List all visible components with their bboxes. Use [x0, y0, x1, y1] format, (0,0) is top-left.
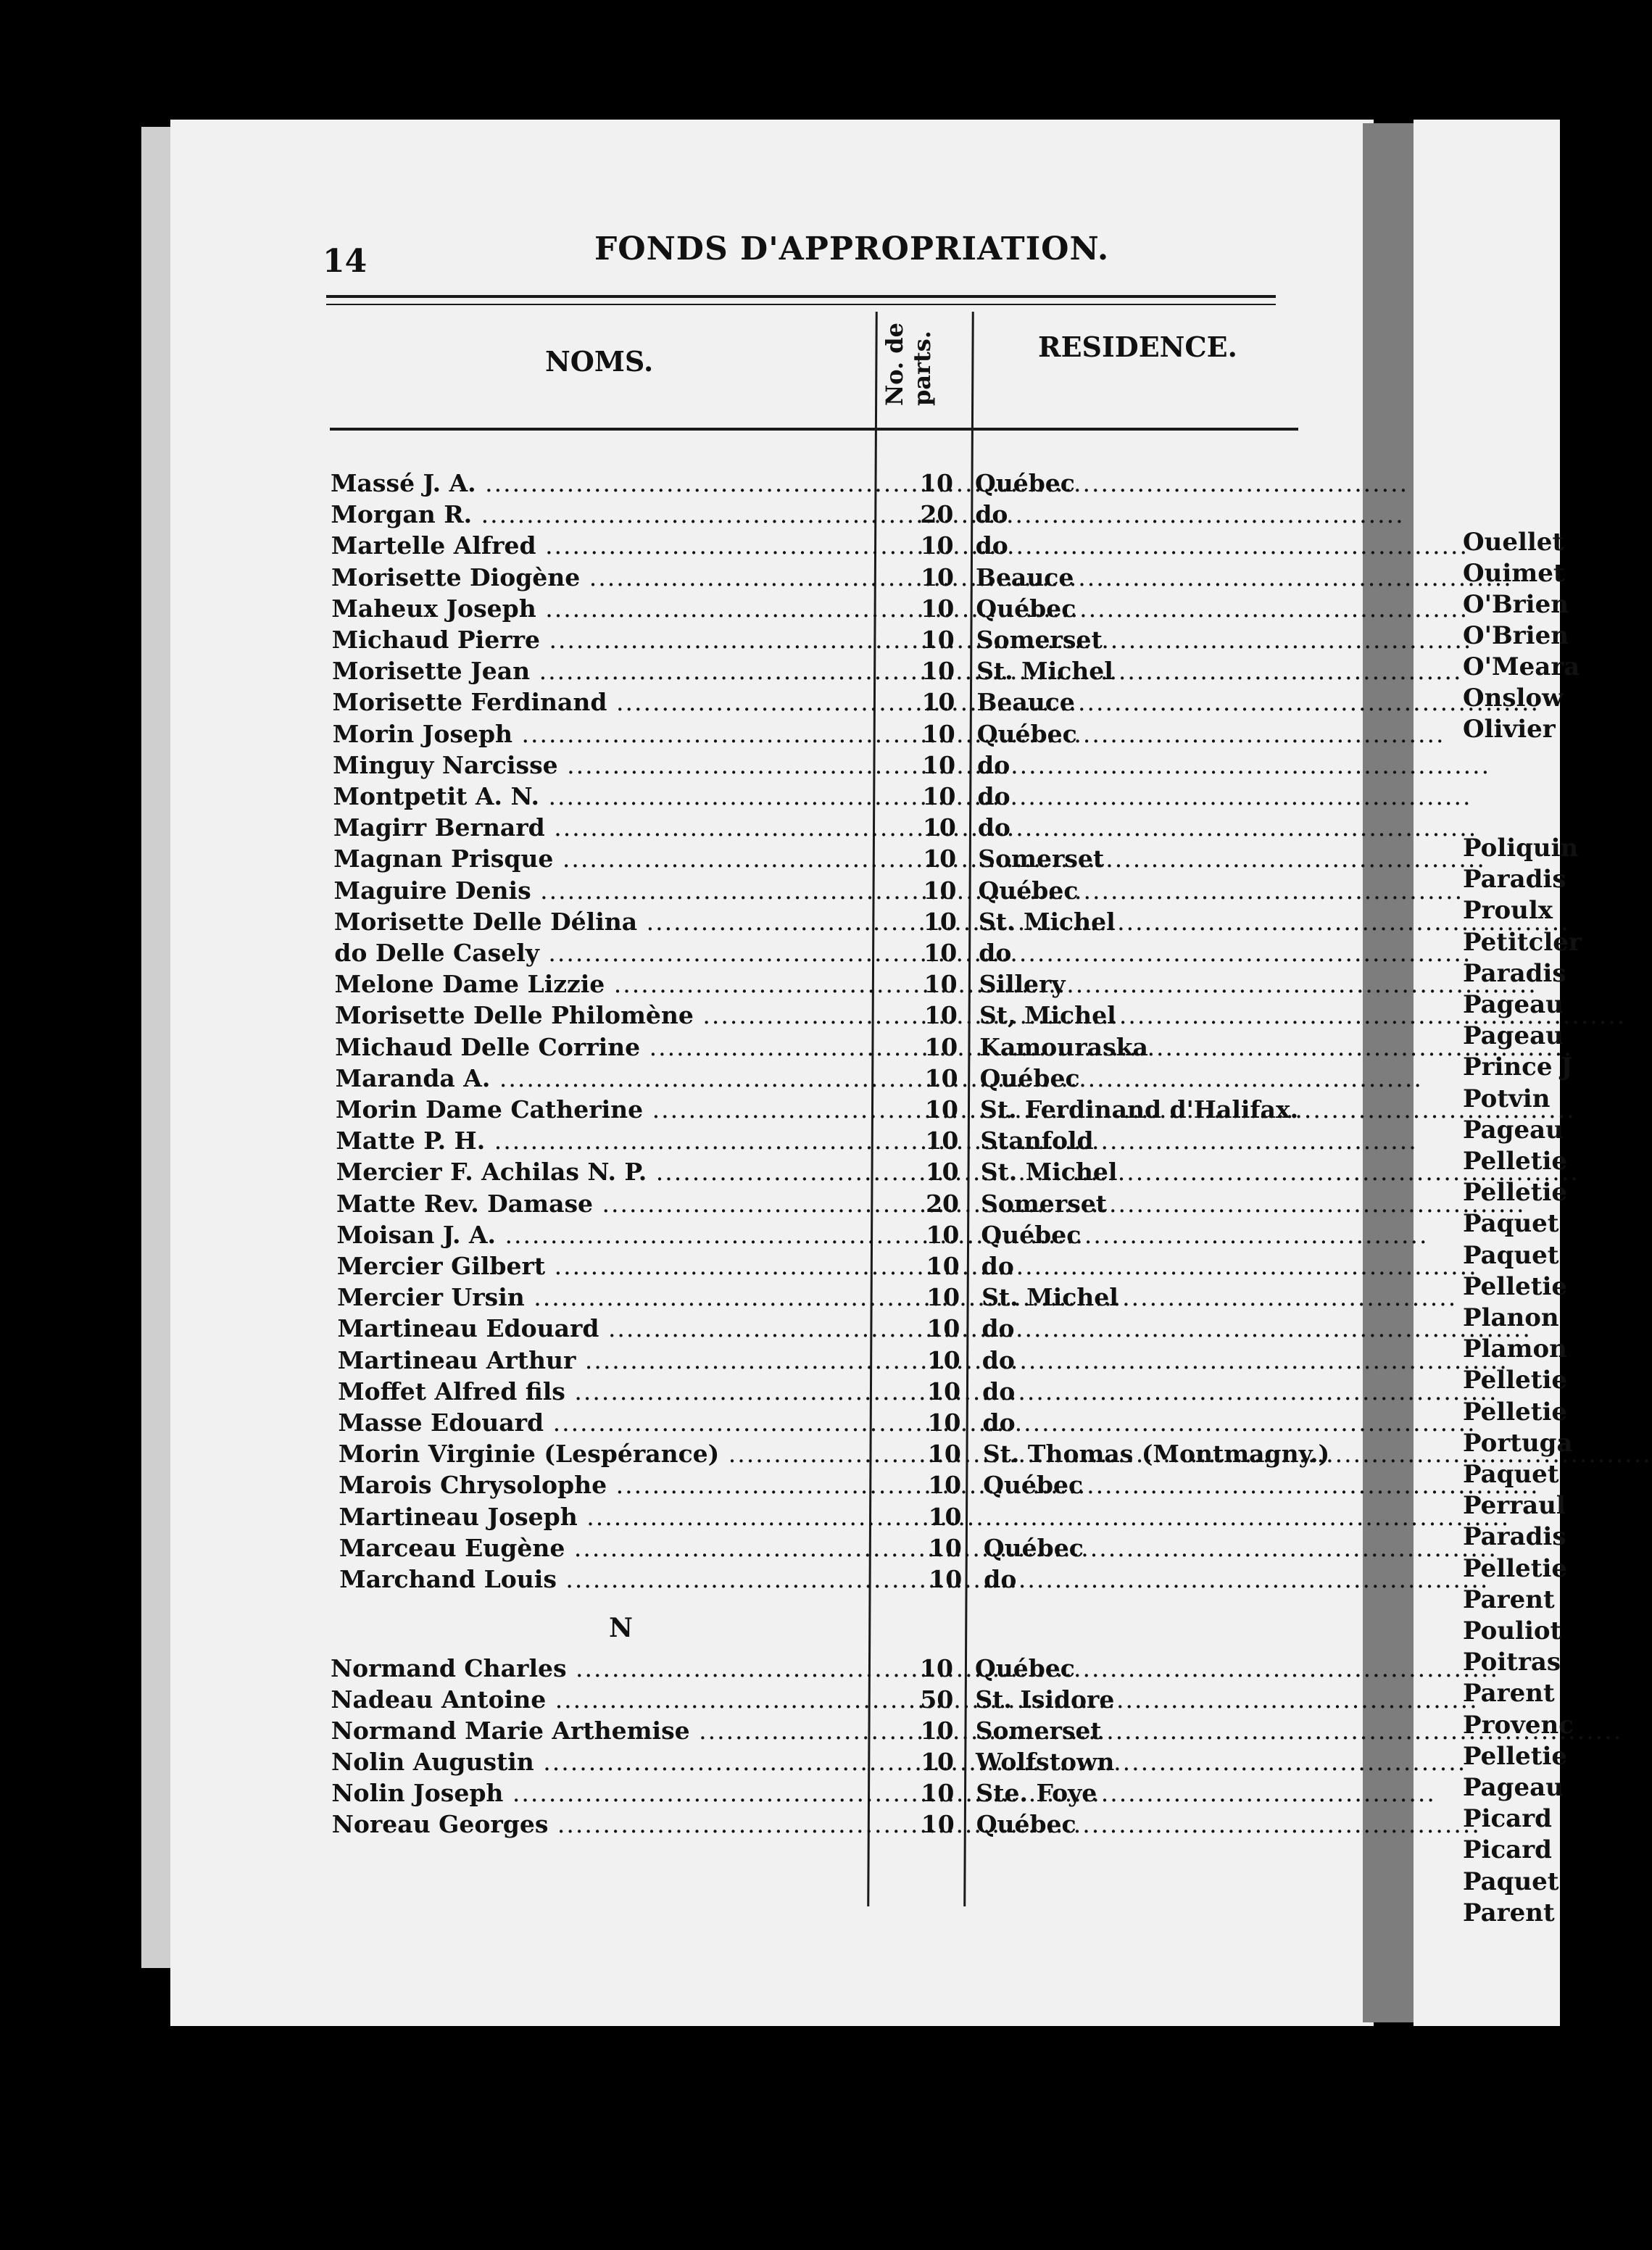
row-residence: do [975, 500, 1008, 529]
row-name: Morgan R. ..... [331, 502, 867, 526]
right-page-name: Ouellet [1463, 528, 1564, 557]
right-page-name: Pelletie [1463, 1366, 1568, 1395]
row-name: Morisette Jean ..... [332, 659, 868, 683]
row-parts: 10 [921, 719, 955, 748]
row-residence: Québec [983, 1533, 1084, 1562]
row-name: Morisette Ferdinand ..... [332, 690, 868, 714]
right-page-name: Olivier [1463, 715, 1556, 744]
row-parts: 20 [920, 500, 954, 529]
right-page-name: Poliquin [1463, 834, 1579, 863]
row-name: Morisette Diogène ..... [331, 565, 868, 589]
row-residence: Kamouraska [979, 1032, 1148, 1061]
row-residence: St, Michel [979, 1001, 1116, 1030]
row-name: Maranda A. ..... [336, 1066, 872, 1090]
right-page-name: Parent [1463, 1898, 1555, 1927]
row-residence: do [982, 1377, 1016, 1406]
row-residence: do [975, 531, 1008, 560]
row-name: Normand Charles ..... [331, 1656, 867, 1680]
row-residence: Somerset [976, 626, 1103, 654]
row-parts: 10 [922, 782, 956, 810]
row-name: Michaud Pierre ..... [332, 628, 868, 652]
row-parts: 10 [921, 594, 955, 623]
row-name: Martineau Edouard ..... [337, 1316, 873, 1340]
row-residence: Québec [976, 594, 1076, 623]
row-residence: St. Michel [981, 1283, 1118, 1312]
section-n-label: N [609, 1613, 633, 1643]
header-names: NOMS. [545, 345, 654, 378]
right-page-name: Pelletie [1463, 1397, 1568, 1427]
row-parts: 10 [924, 1063, 958, 1092]
right-page-name: Paquet [1463, 1209, 1559, 1239]
row-name: Magnan Prisque ..... [333, 847, 870, 871]
row-parts: 10 [927, 1440, 961, 1469]
row-name: Moisan J. A. ..... [336, 1223, 873, 1247]
row-name: Melone Dame Lizzie ..... [335, 972, 871, 996]
row-residence: do [979, 939, 1012, 967]
row-name: Morin Joseph ..... [333, 722, 869, 746]
row-name: Morin Virginie (Lespérance) ..... [339, 1442, 875, 1466]
row-name: Marceau Eugène ..... [339, 1536, 876, 1560]
right-page-name: Provenc [1463, 1710, 1574, 1740]
right-page-name: Paquet [1463, 1867, 1559, 1896]
row-name: Marois Chrysolophe ..... [339, 1473, 875, 1497]
row-residence: do [981, 1314, 1015, 1343]
row-parts: 10 [927, 1377, 961, 1406]
right-page-name: Pelletie [1463, 1178, 1568, 1208]
row-name: Noreau Georges ..... [332, 1812, 868, 1836]
row-parts: 10 [920, 1654, 953, 1682]
row-name: Mercier Gilbert ..... [337, 1254, 873, 1278]
header-parts: No. de parts. [881, 322, 936, 406]
right-page-name: Perraul [1463, 1491, 1566, 1521]
row-parts: 10 [921, 1810, 955, 1838]
right-page-name: Pelletie [1463, 1741, 1568, 1771]
row-parts: 10 [926, 1314, 960, 1343]
row-parts: 10 [925, 1095, 958, 1124]
right-page-name: Pageau [1463, 1773, 1564, 1802]
row-parts: 20 [926, 1189, 960, 1218]
row-name: Magirr Bernard ..... [333, 815, 870, 839]
row-residence: Québec [975, 469, 1075, 497]
row-parts: 10 [926, 1252, 960, 1280]
right-page-name: Parent [1463, 1679, 1555, 1709]
row-residence: Québec [983, 1471, 1084, 1500]
row-parts: 10 [927, 1408, 961, 1437]
row-name: Martelle Alfred ..... [331, 534, 868, 557]
row-parts: 10 [923, 876, 957, 905]
row-name: Mercier Ursin ..... [337, 1285, 873, 1309]
row-residence: Beauce [976, 562, 1074, 591]
right-page-name: Parent [1463, 1585, 1555, 1614]
row-parts: 10 [925, 1126, 959, 1155]
row-parts: 10 [926, 1345, 960, 1374]
row-residence: Beauce [976, 688, 1075, 717]
row-parts: 10 [921, 626, 955, 654]
top-rule-thin [326, 304, 1276, 305]
right-page-name: Plamon [1463, 1334, 1567, 1364]
right-page-name: Onslow [1463, 684, 1564, 713]
row-residence: Québec [978, 876, 1079, 905]
row-name: Marchand Louis ..... [339, 1567, 876, 1591]
row-parts: 10 [929, 1565, 963, 1593]
row-residence: Somerset [978, 844, 1105, 873]
row-parts: 10 [920, 531, 954, 560]
row-name: Mercier F. Achilas N. P. ..... [336, 1160, 873, 1184]
right-page-name: O'Brien [1463, 621, 1569, 650]
row-name: Nadeau Antoine ..... [331, 1688, 867, 1711]
row-parts: 10 [926, 1283, 960, 1312]
row-parts: 10 [920, 1716, 954, 1745]
row-name: Morisette Delle Délina ..... [334, 910, 871, 934]
right-page-name: Ouimet [1463, 559, 1565, 588]
page-number: 14 [323, 243, 368, 280]
row-name: Martineau Arthur ..... [338, 1348, 874, 1372]
row-parts: 10 [926, 1220, 960, 1249]
page-title: FONDS D'APPROPRIATION. [594, 231, 1110, 267]
row-residence: do [982, 1408, 1016, 1437]
right-page-name: Pelletie [1463, 1271, 1568, 1301]
row-parts: 10 [923, 907, 957, 936]
right-page-name: Picard [1463, 1835, 1552, 1865]
right-page-name: Petitcler [1463, 927, 1582, 957]
right-page-name: Paquet [1463, 1240, 1559, 1270]
header-rule [330, 428, 1298, 431]
right-page-name: Pageau [1463, 1115, 1564, 1145]
row-name: Minguy Narcisse ..... [333, 753, 869, 777]
row-residence: Wolfstown [976, 1748, 1115, 1776]
row-name: Maguire Denis ..... [334, 879, 871, 902]
row-name: Masse Edouard ..... [339, 1411, 875, 1435]
right-page-name: O'Brien [1463, 590, 1569, 619]
row-residence: do [984, 1565, 1017, 1593]
header-residence: RESIDENCE. [1038, 331, 1237, 363]
row-residence: Québec [975, 1654, 1075, 1682]
row-residence: do [977, 750, 1010, 779]
row-parts: 10 [928, 1502, 962, 1531]
row-residence: do [977, 782, 1010, 810]
row-name: Matte P. H. ..... [336, 1129, 872, 1153]
right-page-name: O'Meara [1463, 652, 1580, 681]
row-residence: Québec [976, 719, 1077, 748]
row-parts: 10 [920, 469, 953, 497]
row-residence: St. Isidore [975, 1685, 1115, 1714]
row-parts: 10 [928, 1471, 962, 1500]
row-name: Nolin Joseph ..... [331, 1781, 868, 1805]
row-parts: 10 [928, 1533, 962, 1562]
right-page-name: Pageau [1463, 990, 1564, 1019]
row-name: Morin Dame Catherine ..... [336, 1097, 872, 1121]
right-page-name: Paradis [1463, 1522, 1566, 1552]
row-residence: Somerset [981, 1189, 1108, 1218]
row-parts: 10 [925, 1158, 959, 1187]
right-page-name: Prince J [1463, 1053, 1573, 1082]
row-parts: 10 [923, 939, 958, 967]
row-parts: 10 [922, 750, 956, 779]
row-residence: do [981, 1252, 1014, 1280]
right-page-name: Paradis [1463, 865, 1566, 894]
right-page-name: Pouliot [1463, 1616, 1562, 1645]
row-residence: Ste. Foye [976, 1779, 1097, 1807]
right-page-name: Poitras [1463, 1648, 1561, 1677]
row-residence: do [981, 1345, 1015, 1374]
row-parts: 10 [921, 562, 955, 591]
row-residence: St. Michel [976, 657, 1113, 686]
right-page-name: Paradis [1463, 958, 1566, 988]
row-parts: 10 [924, 1032, 958, 1061]
right-page-name: Pageau [1463, 1021, 1564, 1051]
right-page-name: Planon [1463, 1303, 1559, 1332]
row-name: Moffet Alfred fils ..... [338, 1379, 874, 1403]
row-name: Matte Rev. Damase ..... [336, 1192, 873, 1216]
row-parts: 10 [923, 844, 957, 873]
row-name: Maheux Joseph ..... [331, 597, 868, 620]
row-name: do Delle Casely ..... [334, 941, 871, 965]
row-name: Normand Marie Arthemise ..... [331, 1719, 868, 1743]
row-parts: 10 [923, 970, 958, 999]
row-residence: Sillery [979, 970, 1066, 999]
row-residence: St. Michel [978, 907, 1116, 936]
right-page-name: Paquet [1463, 1460, 1559, 1489]
right-page-name: Pelletie [1463, 1553, 1568, 1583]
row-parts: 10 [923, 1001, 958, 1030]
row-residence: do [977, 813, 1010, 842]
row-name: Massé J. A. ..... [331, 471, 867, 495]
row-parts: 10 [922, 813, 956, 842]
right-page-name: Portuga [1463, 1428, 1573, 1458]
row-parts: 50 [920, 1685, 954, 1714]
row-name: Martineau Joseph ..... [339, 1505, 876, 1529]
row-residence: Stanfold [980, 1126, 1094, 1155]
right-page-name: Potvin [1463, 1084, 1551, 1113]
row-residence: St. Michel [980, 1158, 1118, 1187]
row-residence: Québec [979, 1063, 1080, 1092]
row-parts: 10 [921, 1748, 955, 1776]
top-rule [326, 295, 1276, 298]
row-parts: 10 [921, 1779, 955, 1807]
row-residence: Québec [976, 1810, 1076, 1838]
row-parts: 10 [921, 657, 955, 686]
right-page-name: Pelletie [1463, 1147, 1568, 1176]
row-residence: Québec [981, 1220, 1082, 1249]
row-residence: Somerset [975, 1716, 1102, 1745]
row-name: Nolin Augustin ..... [331, 1750, 868, 1774]
row-parts: 10 [921, 688, 955, 717]
row-name: Morisette Delle Philomène ..... [335, 1003, 871, 1027]
row-name: Montpetit A. N. ..... [333, 784, 870, 808]
row-name: Michaud Delle Corrine ..... [335, 1035, 871, 1059]
right-page-name: Proulx [1463, 896, 1553, 926]
right-page-name: Picard [1463, 1804, 1552, 1834]
row-residence: St. Thomas (Montmagny.) [982, 1440, 1330, 1469]
row-residence: St. Ferdinand d'Halifax. [980, 1095, 1299, 1124]
